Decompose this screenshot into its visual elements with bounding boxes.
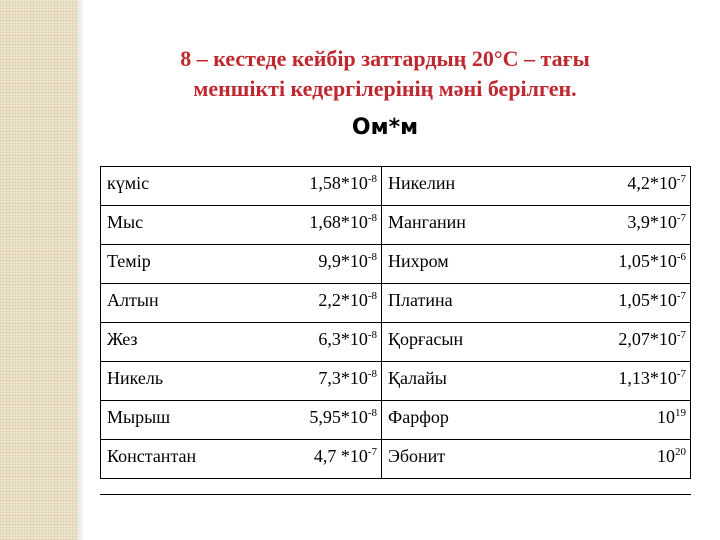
table-cell-right bbox=[382, 206, 691, 245]
material-entry bbox=[386, 362, 686, 389]
material-entry bbox=[386, 167, 686, 194]
material-entry bbox=[105, 245, 377, 272]
table-bottom-border bbox=[100, 494, 691, 495]
title-line-2: меншікті кедергілерінің мәні берілген. bbox=[193, 76, 577, 101]
decorative-side-stripe bbox=[0, 0, 78, 540]
table-cell-right bbox=[382, 284, 691, 323]
material-entry bbox=[105, 167, 377, 194]
resistivity-exponent: -7 bbox=[676, 329, 686, 341]
material-name: Манганин bbox=[388, 212, 466, 232]
table-cell-left bbox=[101, 245, 382, 284]
table-cell-right bbox=[382, 440, 691, 479]
resistivity-mantissa: 2,2*10 bbox=[318, 290, 368, 310]
resistivity-mantissa: 1,05*10 bbox=[618, 290, 677, 310]
material-entry bbox=[105, 323, 377, 350]
resistivity-mantissa: 6,3*10 bbox=[318, 329, 368, 349]
resistivity-value bbox=[618, 368, 686, 389]
resistivity-value bbox=[618, 251, 686, 272]
table-cell-right bbox=[382, 245, 691, 284]
material-entry bbox=[386, 323, 686, 350]
resistivity-exponent: -8 bbox=[367, 212, 377, 224]
material-name: Никелин bbox=[388, 173, 456, 193]
resistivity-value bbox=[627, 173, 686, 194]
resistivity-value bbox=[309, 173, 377, 194]
table-cell-left bbox=[101, 206, 382, 245]
material-name: Никель bbox=[107, 368, 164, 388]
material-name: Эбонит bbox=[388, 446, 446, 466]
resistivity-exponent: -7 bbox=[367, 446, 377, 458]
resistivity-exponent: -6 bbox=[676, 251, 686, 263]
material-name: Мыс bbox=[107, 212, 144, 232]
resistivity-value bbox=[657, 446, 686, 467]
material-entry bbox=[105, 362, 377, 389]
resistivity-value bbox=[318, 368, 377, 389]
table-cell-left bbox=[101, 440, 382, 479]
material-entry bbox=[105, 440, 377, 467]
material-name: Жез bbox=[107, 329, 138, 349]
resistivity-value bbox=[618, 290, 686, 311]
side-stripe-shadow bbox=[78, 0, 84, 540]
table-cell-right bbox=[382, 362, 691, 401]
table-cell-left bbox=[101, 362, 382, 401]
table-cell-left bbox=[101, 401, 382, 440]
material-entry bbox=[386, 284, 686, 311]
material-entry bbox=[386, 401, 686, 428]
resistivity-mantissa: 10 bbox=[657, 407, 675, 427]
table-cell-right bbox=[382, 401, 691, 440]
title-line-1: 8 – кестеде кейбір заттардың 20°С – тағы bbox=[180, 46, 590, 71]
material-name: күміс bbox=[107, 173, 150, 193]
resistivity-exponent: -8 bbox=[367, 290, 377, 302]
material-name: Алтын bbox=[107, 290, 159, 310]
resistivity-mantissa: 1,05*10 bbox=[618, 251, 677, 271]
resistivity-mantissa: 9,9*10 bbox=[318, 251, 368, 271]
material-name: Константан bbox=[107, 446, 197, 466]
material-entry bbox=[105, 401, 377, 428]
resistivity-value bbox=[318, 290, 377, 311]
resistivity-exponent: -7 bbox=[676, 290, 686, 302]
resistivity-value bbox=[657, 407, 686, 428]
resistivity-exponent: -8 bbox=[367, 173, 377, 185]
material-entry bbox=[386, 245, 686, 272]
resistivity-value bbox=[314, 446, 377, 467]
resistivity-mantissa: 2,07*10 bbox=[618, 329, 677, 349]
resistivity-exponent: 19 bbox=[675, 407, 686, 419]
slide-title bbox=[90, 44, 680, 104]
material-name: Мырыш bbox=[107, 407, 171, 427]
resistivity-mantissa: 1,13*10 bbox=[618, 368, 677, 388]
resistivity-exponent: -7 bbox=[676, 368, 686, 380]
resistivity-value bbox=[618, 329, 686, 350]
material-entry bbox=[105, 284, 377, 311]
resistivity-mantissa: 3,9*10 bbox=[627, 212, 677, 232]
table-cell-left bbox=[101, 167, 382, 206]
unit-label: Ом*м bbox=[351, 115, 419, 140]
table-row bbox=[101, 167, 691, 206]
resistivity-value bbox=[309, 407, 377, 428]
material-name: Платина bbox=[388, 290, 453, 310]
table-row bbox=[101, 362, 691, 401]
material-name: Темір bbox=[107, 251, 151, 271]
material-entry bbox=[386, 206, 686, 233]
resistivity-exponent: -7 bbox=[676, 173, 686, 185]
resistivity-mantissa: 7,3*10 bbox=[318, 368, 368, 388]
resistivity-exponent: -8 bbox=[367, 407, 377, 419]
table-row bbox=[101, 401, 691, 440]
resistivity-value bbox=[318, 329, 377, 350]
material-name: Қалайы bbox=[388, 368, 447, 388]
resistivity-mantissa: 1,68*10 bbox=[309, 212, 368, 232]
material-name: Фарфор bbox=[388, 407, 449, 427]
resistivity-exponent: -8 bbox=[367, 329, 377, 341]
material-name: Қорғасын bbox=[388, 329, 464, 349]
resistivity-mantissa: 5,95*10 bbox=[309, 407, 368, 427]
table-row bbox=[101, 284, 691, 323]
resistivity-table-body bbox=[101, 167, 691, 479]
resistivity-mantissa: 1,58*10 bbox=[309, 173, 368, 193]
table-row bbox=[101, 440, 691, 479]
table-cell-right bbox=[382, 323, 691, 362]
resistivity-exponent: -8 bbox=[367, 251, 377, 263]
table-cell-right bbox=[382, 167, 691, 206]
material-entry bbox=[105, 206, 377, 233]
resistivity-mantissa: 10 bbox=[657, 446, 675, 466]
table-row bbox=[101, 323, 691, 362]
resistivity-exponent: -8 bbox=[367, 368, 377, 380]
resistivity-mantissa: 4,7 *10 bbox=[313, 446, 368, 466]
table-cell-left bbox=[101, 323, 382, 362]
resistivity-table bbox=[100, 166, 691, 479]
table-row bbox=[101, 245, 691, 284]
resistivity-value bbox=[318, 251, 377, 272]
resistivity-value bbox=[627, 212, 686, 233]
material-name: Нихром bbox=[388, 251, 449, 271]
table-row bbox=[101, 206, 691, 245]
resistivity-exponent: -7 bbox=[676, 212, 686, 224]
resistivity-exponent: 20 bbox=[675, 446, 686, 458]
resistivity-mantissa: 4,2*10 bbox=[627, 173, 677, 193]
resistivity-value bbox=[309, 212, 377, 233]
table-cell-left bbox=[101, 284, 382, 323]
material-entry bbox=[386, 440, 686, 467]
